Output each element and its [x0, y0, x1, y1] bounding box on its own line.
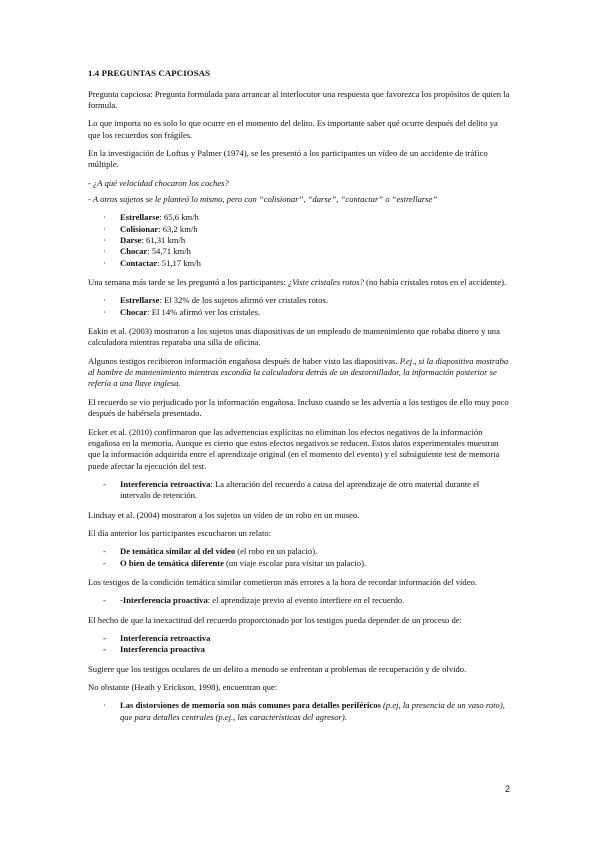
- paragraph-week-later: Una semana más tarde se les preguntó a los participantes: ¿Viste cristales rotos? (no había cristales rotos en el accidente).: [88, 277, 507, 288]
- list-item: · Las distorsiones de memoria son más comunes para detalles periféricos (p.ej, la presencia de un vaso roto), que para detalles centrales (p.ej., las características del agresor).: [88, 700, 512, 723]
- list-item: - Interferencia retroactiva: La alteración del recuerdo a causa del aprendizaje de otro material durante el intervalo de retención.: [88, 479, 512, 502]
- page-number: 2: [505, 784, 511, 794]
- list-item: · Estrellarse: 65,6 km/h: [88, 212, 512, 223]
- question-variants: - A otros sujetos se le planteó lo mismo, pero con “colisionar”, “darse”, “contactar” o “estrellarse”: [88, 194, 438, 205]
- list-item: - De temática similar al del vídeo (el robo en un palacio).: [88, 546, 512, 557]
- speed-list: [88, 212, 512, 269]
- paragraph-ecker: Ecker et al. (2010) confirmaron que las advertencias explícitas no eliminan los efectos negativos de la información engañosa en la memoria. Aunque es cierto que estos efectos negativos se reducen. Estos datos experimentales muestran que la información adquirida entre el aprendizaje original (en el momento del evento) y el subsiguiente test de memoria puede afectar la ejecución del test.: [88, 426, 500, 471]
- list-item: · Chocar: El 14% afirmó ver los cristales.: [88, 307, 512, 318]
- list-item: · Contactar: 51,17 km/h: [88, 258, 512, 269]
- document-page: [88, 68, 512, 731]
- paragraph-memory-harmed: El recuerdo se vio perjudicado por la información engañosa. Incluso cuando se les advertía a los testigos de ello muy poco después de habérsela presentado.: [88, 396, 509, 419]
- paragraph-similar-errors: Los testigos de la condición temática similar cometieron más errores a la hora de recordar información del vídeo.: [88, 576, 477, 587]
- list-item: · Darse: 61,31 km/h: [88, 235, 512, 246]
- paragraph-definition: Pregunta capciosa: Pregunta formulada para arrancar al interlocutor una respuesta que favorezca los propósitos de quien la formula.: [88, 88, 510, 110]
- paragraph-inaccuracy: El hecho de que la inexactitud del recuerdo proporcionado por los testigos pueda depender de un proceso de:: [88, 614, 462, 625]
- interference-list: [88, 633, 512, 656]
- list-item: - O bien de temática diferente (un viaje escolar para visitar un palacio).: [88, 558, 512, 569]
- list-item: · Estrellarse: El 32% de los sujetos afirmó ver cristales rotos.: [88, 295, 512, 306]
- list-item: - Interferencia retroactiva: [88, 633, 512, 644]
- paragraph-heath-erickson: No obstante (Heath y Erickson, 1998), encuentran que:: [88, 682, 278, 693]
- list-item: · Chocar: 54,71 km/h: [88, 246, 512, 257]
- question-speed: - ¿A qué velocidad chocaron los coches?: [88, 177, 229, 188]
- paragraph-loftus-palmer: En la investigación de Loftus y Palmer (1974), se les presentó a los participantes un vídeo de un accidente de tráfico múltiple.: [88, 147, 488, 170]
- list-item: - Interferencia proactiva: [88, 644, 512, 655]
- paragraph-day-before: El día anterior los participantes escucharon un relato:: [88, 527, 272, 538]
- paragraph-lindsay: Lindsay et al. (2004) mostraron a los sujetos un vídeo de un robo en un museo.: [88, 509, 360, 520]
- list-item: - -Interferencia proactiva: el aprendizaje previo al evento interfiere en el recuerdo.: [88, 595, 512, 606]
- tales-list: [88, 546, 512, 569]
- list-item: · Colisionar: 63,2 km/h: [88, 224, 512, 235]
- distortion-list: [88, 700, 512, 723]
- glass-list: [88, 295, 512, 318]
- paragraph-misleading-info: Algunos testigos recibieron información engañosa después de haber visto las diapositivas. P.ej., si la diapositiva mostraba al hombre de mantenimiento mientras escondía la calculadora detrás de un destornillador, la información posterior se refería a una llave inglesa.: [88, 355, 509, 389]
- retroactive-list: [88, 479, 512, 502]
- paragraph-eakin: Eakin et al. (2003) mostraron a los sujetos unas diapositivas de un empleado de mantenimiento que robaba dinero y una calculadora mientras reparaba una silla de oficina.: [88, 326, 500, 348]
- proactive-list: [88, 595, 512, 606]
- paragraph-retrieval-problems: Sugiere que los testigos oculares de un delito a menudo se enfrentan a problemas de recuperación y de olvido.: [88, 663, 467, 674]
- paragraph-fragile-memory: Lo que importa no es solo lo que ocurre en el momento del delito. Es importante saber qué ocurre después del delito ya que los recuerdos son frágiles.: [88, 118, 498, 140]
- section-heading: 1.4 PREGUNTAS CAPCIOSAS: [88, 68, 211, 78]
